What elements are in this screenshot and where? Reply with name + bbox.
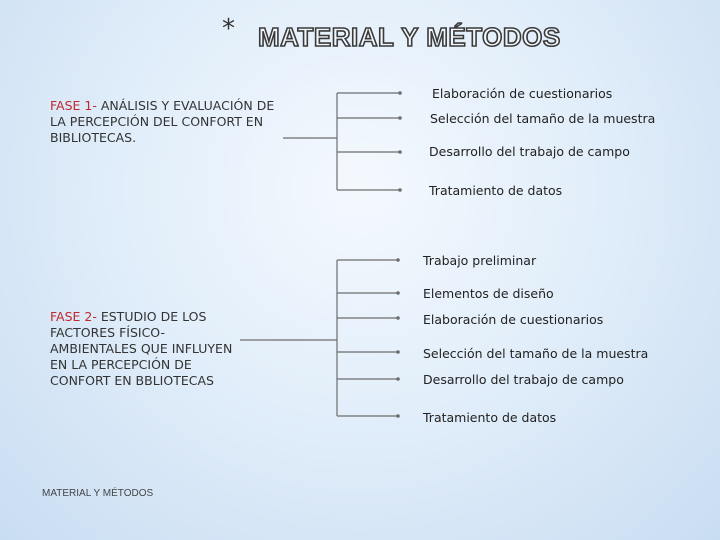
phase1-item-sample-size: Selección del tamaño de la muestra — [430, 111, 656, 126]
branch-dot — [396, 350, 400, 354]
branch-dot — [396, 316, 400, 320]
branch-dot — [396, 258, 400, 262]
title-bullet: * — [222, 14, 235, 44]
phase1-text: ANÁLISIS Y EVALUACIÓN DE LA PERCEPCIÓN DEL CONFORT EN BIBLIOTECAS. — [50, 98, 275, 145]
branch-dot — [398, 91, 402, 95]
branch-dot — [398, 150, 402, 154]
phase2-item-questionnaires: Elaboración de cuestionarios — [423, 312, 604, 327]
phase2-item-fieldwork: Desarrollo del trabajo de campo — [423, 372, 624, 387]
phase2-item-preliminary-work: Trabajo preliminar — [423, 253, 537, 268]
branch-dot — [398, 188, 402, 192]
phase2-label: FASE 2- — [50, 309, 97, 324]
phase1-item-fieldwork: Desarrollo del trabajo de campo — [429, 144, 630, 159]
branch-dot — [398, 116, 402, 120]
branch-dot — [396, 377, 400, 381]
phase1-label: FASE 1- — [50, 98, 97, 113]
phase2-item-sample-size: Selección del tamaño de la muestra — [423, 346, 649, 361]
footer-label: MATERIAL Y MÉTODOS — [42, 488, 154, 499]
phase2-item-design-elements: Elementos de diseño — [423, 286, 554, 301]
phase2-text: ESTUDIO DE LOS FACTORES FÍSICO-AMBIENTALES QUE INFLUYEN EN LA PERCEPCIÓN DE CONFORT EN BBLIOTECAS — [50, 309, 233, 388]
branch-dot — [396, 414, 400, 418]
phase1-item-questionnaires: Elaboración de cuestionarios — [432, 86, 613, 101]
page-title: MATERIAL Y MÉTODOS — [258, 22, 561, 52]
phase1-item-data-processing: Tratamiento de datos — [429, 183, 563, 198]
branch-dot — [396, 291, 400, 295]
phase2-item-data-processing: Tratamiento de datos — [423, 410, 557, 425]
